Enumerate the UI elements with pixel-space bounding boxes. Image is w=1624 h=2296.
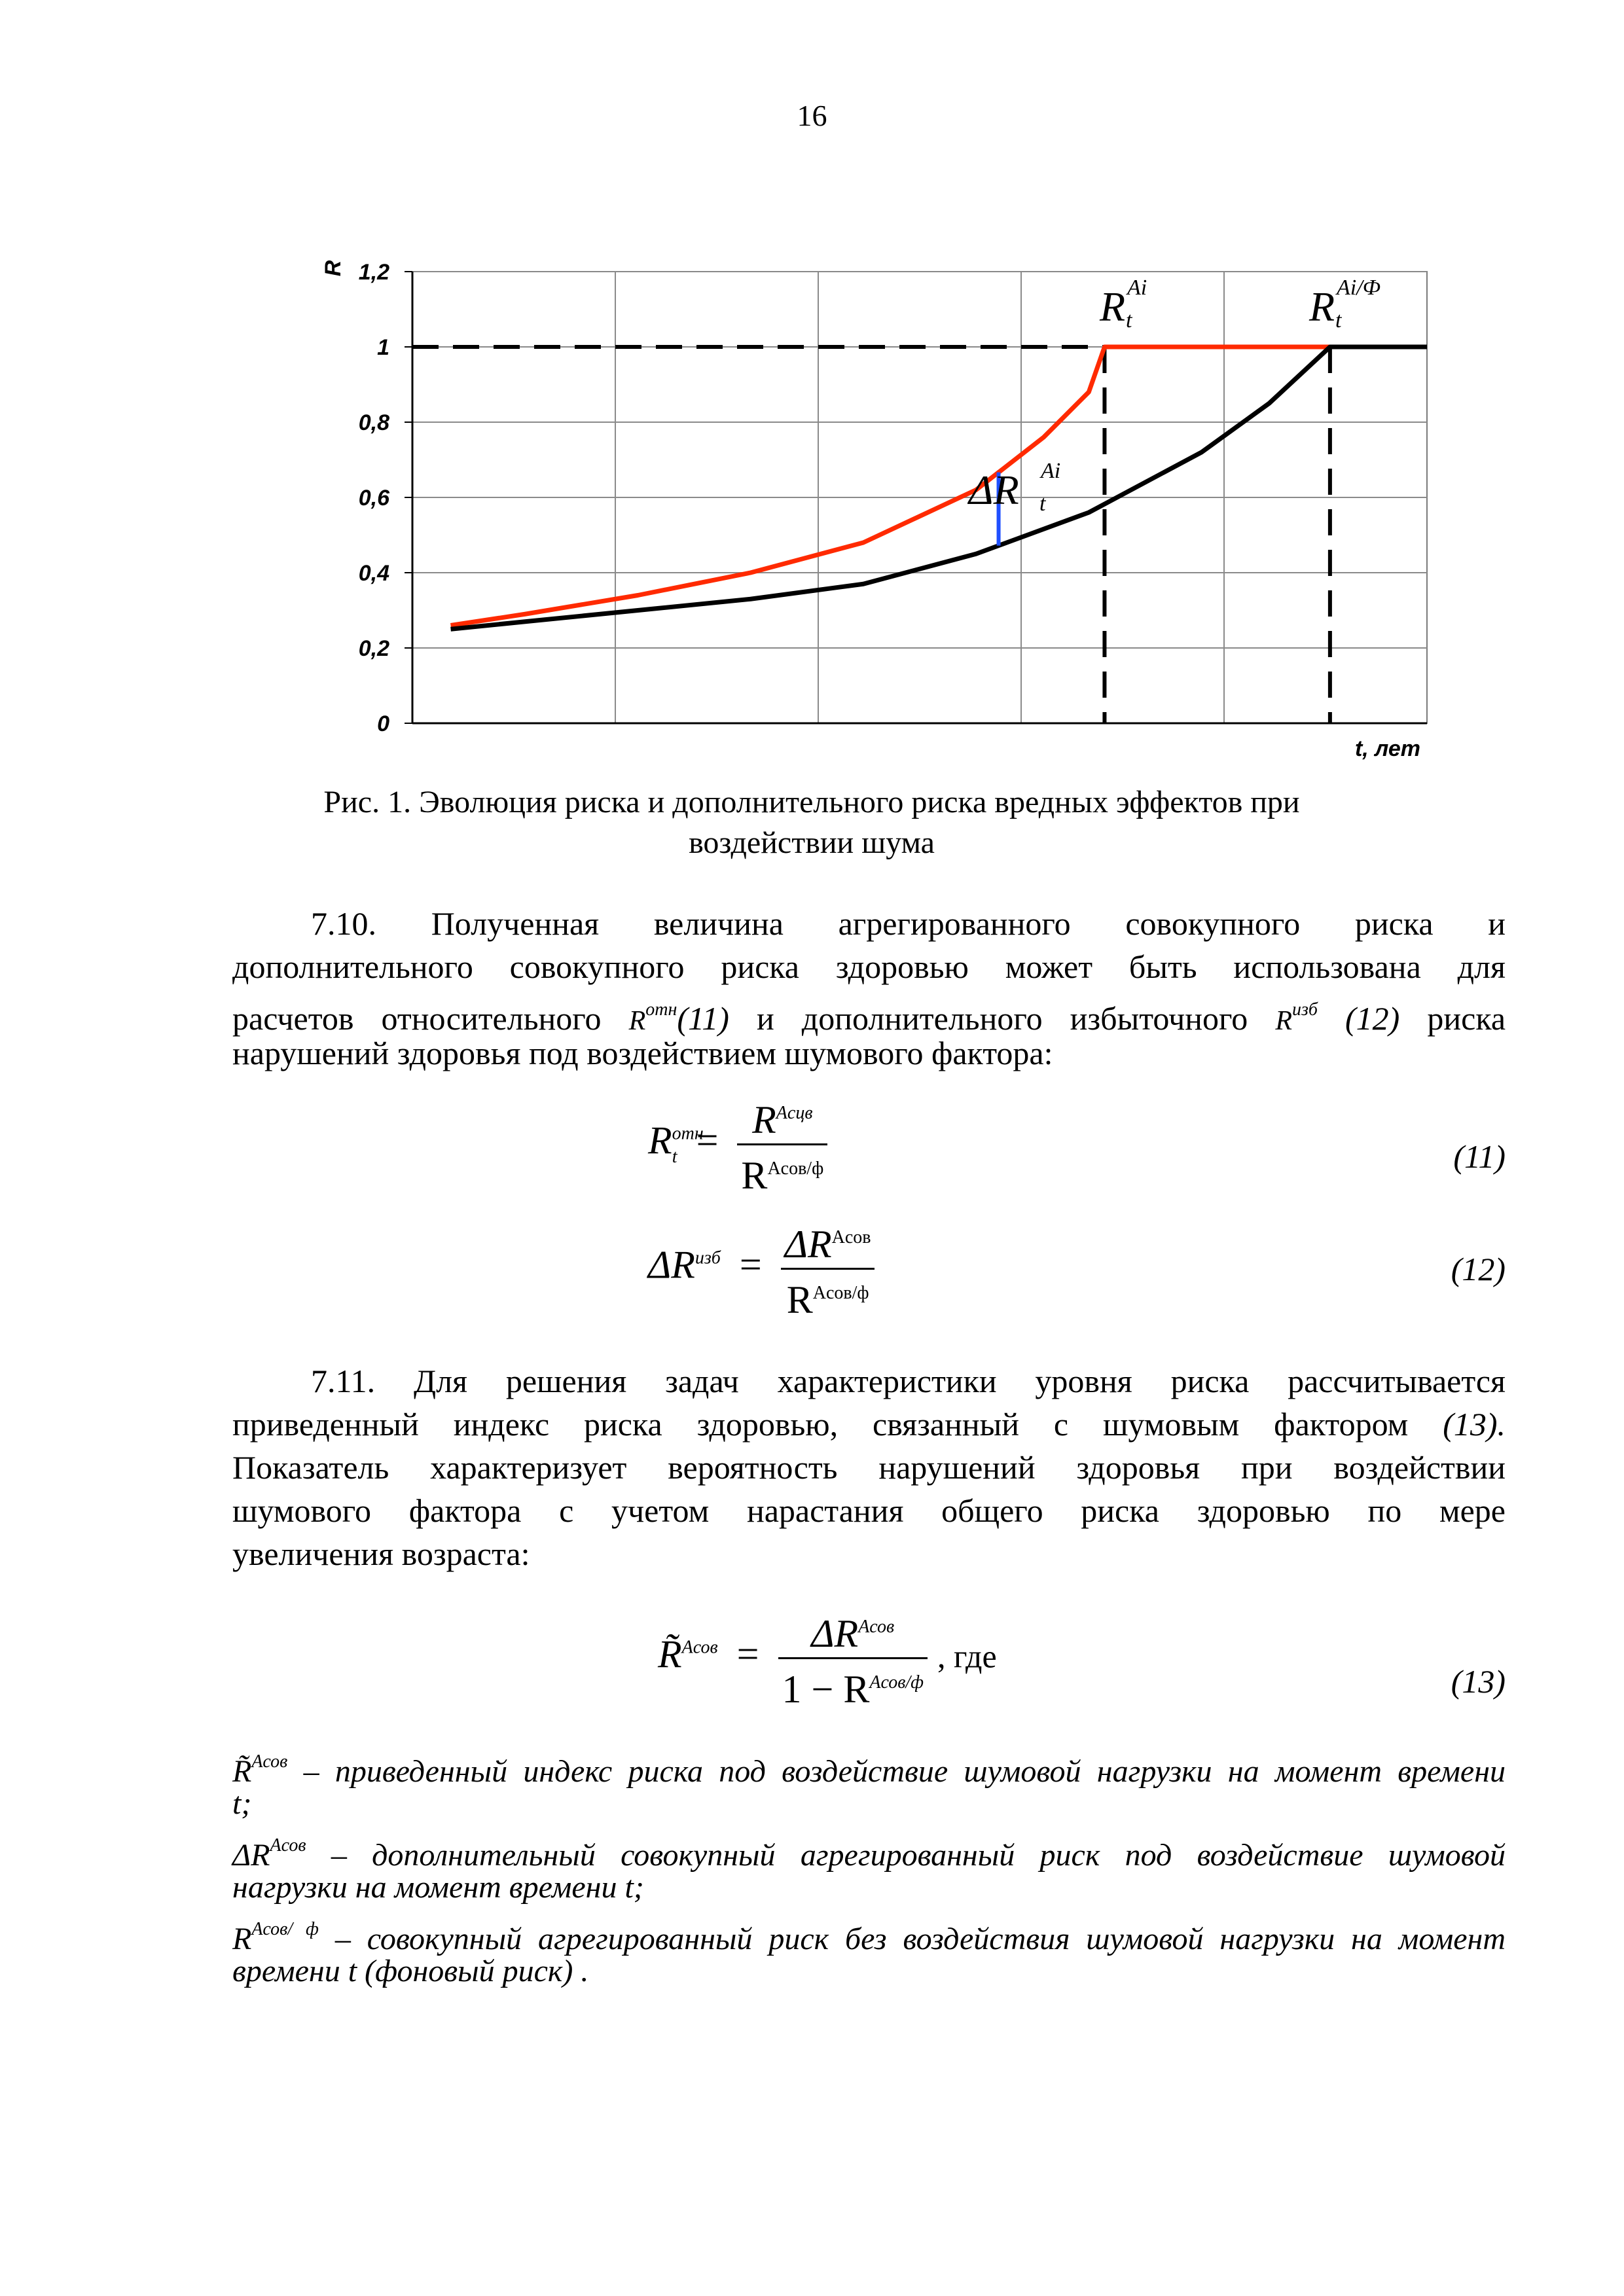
annotation-r-ai-f: [1308, 276, 1380, 332]
figure-caption-line-1: Рис. 1. Эволюция риска и дополнительного риска вредных эффектов при: [323, 785, 1300, 819]
annotation-r-ai-f-sub: t: [1335, 308, 1342, 332]
noise-risk-curve: [451, 347, 1427, 626]
p710-line-2: дополнительного совокупного риска здоровью может быть использована для: [232, 948, 1506, 985]
y-tick-label: 1,2: [358, 260, 389, 285]
annotation-r-ai-sub: t: [1126, 308, 1132, 332]
background-risk-curve: [451, 347, 1427, 629]
equation-12-number: (12): [1451, 1251, 1506, 1287]
equation-11-number: (11): [1453, 1138, 1506, 1175]
annotation-r-ai-f-sup: Ai/Ф: [1337, 276, 1381, 300]
equation-12: $\Delta R^{изб}$ = $\frac{\Delta R^{Aсов}}{R^{Aсов/ф}}$: [648, 1214, 875, 1323]
annotation-r-ai-sup: Ai: [1127, 276, 1147, 300]
paragraph-7-10: [232, 902, 1506, 1075]
p710-line-1: 7.10. Полученная величина агрегированного совокупного риска и: [311, 905, 1506, 942]
def-1: R̃$^{Aсов}$ – приведенный индекс риска под воздействие шумовой нагрузки на момент времени: [232, 1751, 1506, 1789]
p710-line-3: расчетов относительного $R^{отн}(11)$ и дополнительного избыточного $R^{изб}$ (12) риска: [232, 999, 1506, 1037]
definitions: [232, 1741, 1506, 1992]
annotation-delta-r-ai: [967, 459, 1060, 516]
paragraph-7-11: [232, 1359, 1506, 1575]
def-3-cont: времени t (фоновый риск) .: [232, 1954, 589, 1988]
def-3: $R^{Aсов/ ф}$ – совокупный агрегированный риск без воздействия шумовой нагрузки на момент: [232, 1919, 1506, 1956]
annotation-delta-sup: Ai: [1041, 459, 1061, 483]
page-number: 16: [797, 99, 827, 132]
risk-evolution-chart: [314, 249, 1427, 772]
y-tick-labels: [359, 260, 390, 736]
equation-11: $R^{отн}_t$ = $\frac{R^{Aсцв}}{R^{Aсов/ф}}$: [648, 1090, 827, 1199]
p711-line-1: 7.11. Для решения задач характеристики уровня риска рассчитывается: [311, 1363, 1506, 1399]
y-tick-label: 0,6: [358, 486, 389, 511]
eq11-fraction: $\frac{R^{Aсцв}}{R^{Aсов/ф}}$: [737, 1090, 827, 1199]
annotation-r-ai-main: R: [1100, 283, 1126, 330]
x-axis-label: t, лет: [1354, 736, 1420, 761]
y-axis-label: R: [321, 260, 346, 277]
y-tick-label: 0,2: [358, 636, 389, 661]
y-tick-label: 0,8: [358, 410, 389, 435]
chart-grid: [405, 272, 1427, 723]
eq13-fraction: $\frac{\Delta R^{Aсов}}{1 - R^{Aсов/ф}}$: [778, 1604, 928, 1713]
def-2-cont: нагрузки на момент времени t;: [232, 1870, 644, 1905]
def-2: $\Delta R^{Aсов}$ – дополнительный совокупный агрегированный риск под воздействие шумовой: [232, 1835, 1506, 1873]
p711-line-3: Показатель характеризует вероятность нарушений здоровья при воздействии: [232, 1449, 1506, 1486]
y-tick-label: 1: [377, 335, 389, 360]
eq12-fraction: $\frac{\Delta R^{Aсов}}{R^{Aсов/ф}}$: [781, 1214, 875, 1323]
def-1-cont: t;: [232, 1786, 252, 1821]
p710-line-4: нарушений здоровья под воздействием шумового фактора:: [232, 1035, 1053, 1071]
annotation-delta-main: ΔR: [969, 467, 1019, 513]
annotation-r-ai-f-main: R: [1309, 283, 1335, 330]
annotation-delta-sub: t: [1039, 492, 1046, 516]
y-tick-label: 0,4: [358, 561, 389, 586]
p711-line-4: шумового фактора с учетом нарастания общего риска здоровью по мере: [232, 1492, 1506, 1529]
equation-13-number: (13): [1451, 1663, 1506, 1700]
equation-13: R̃$^{Aсов}$ = $\frac{\Delta R^{Aсов}}{1 - R^{Aсов/ф}}$ , где: [658, 1604, 997, 1713]
annotation-r-ai: [1099, 276, 1147, 332]
p711-line-5: увеличения возраста:: [232, 1535, 530, 1572]
figure-caption-line-2: воздействии шума: [689, 825, 935, 860]
y-tick-label: 0: [377, 711, 389, 736]
chart-series: [412, 347, 1427, 723]
p711-line-2: приведенный индекс риска здоровью, связанный с шумовым фактором (13).: [232, 1406, 1506, 1443]
